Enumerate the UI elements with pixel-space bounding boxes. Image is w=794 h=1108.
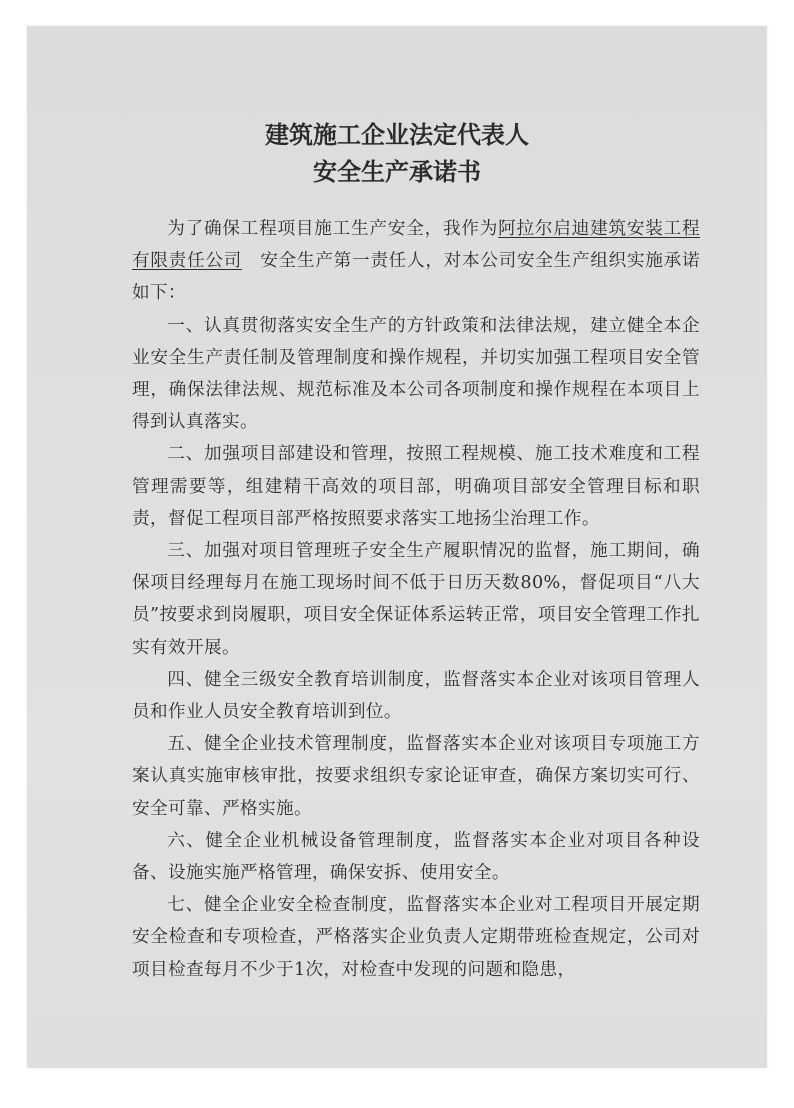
document-title bbox=[27, 116, 767, 190]
company-name: 阿拉尔启迪建筑安装工程有限责任公司 bbox=[132, 219, 700, 272]
title-line-2: 安全生产承诺书 bbox=[313, 157, 481, 186]
clause-6: 六、健全企业机械设备管理制度，监督落实本企业对项目各种设备、设施实施严格管理，确保安拆、使用安全。 bbox=[132, 830, 700, 884]
clause-5: 五、健全企业技术管理制度，监督落实本企业对该项目专项施工方案认真实施审核审批，按要求组织专家论证审查，确保方案切实可行、安全可靠、严格实施。 bbox=[132, 734, 700, 819]
clause-4: 四、健全三级安全教育培训制度，监督落实本企业对该项目管理人员和作业人员安全教育培训到位。 bbox=[132, 669, 700, 723]
clause-3: 三、加强对项目管理班子安全生产履职情况的监督，施工期间，确保项目经理每月在施工现场时间不低于日历天数80%，督促项目“八大员”按要求到岗履职，项目安全保证体系运转正常，项目安全管理工作扎实有效开展。 bbox=[132, 541, 700, 658]
clause-1: 一、认真贯彻落实安全生产的方针政策和法律法规，建立健全本企业安全生产责任制及管理制度和操作规程，并切实加强工程项目安全管理，确保法律法规、规范标准及本公司各项制度和操作规程在本项目上得到认真落实。 bbox=[132, 315, 700, 433]
document-body bbox=[132, 213, 700, 986]
title-line-1: 建筑施工企业法定代表人 bbox=[265, 120, 529, 149]
clause-7: 七、健全企业安全检查制度，监督落实本企业对工程项目开展定期安全检查和专项检查，严格落实企业负责人定期带班检查规定，公司对项目检查每月不少于1次，对检查中发现的问题和隐患， bbox=[132, 895, 700, 980]
document-page bbox=[27, 26, 767, 1068]
clause-2: 二、加强项目部建设和管理，按照工程规模、施工技术难度和工程管理需要等，组建精干高效的项目部，明确项目部安全管理目标和职责，督促工程项目部严格按照要求落实工地扬尘治理工作。 bbox=[132, 444, 700, 529]
intro-paragraph bbox=[132, 213, 700, 310]
intro-prefix: 为了确保工程项目施工生产安全，我作为 bbox=[167, 219, 499, 239]
intro-suffix: 安全生产第一责任人，对本公司安全生产组织实施承诺如下： bbox=[132, 251, 700, 304]
